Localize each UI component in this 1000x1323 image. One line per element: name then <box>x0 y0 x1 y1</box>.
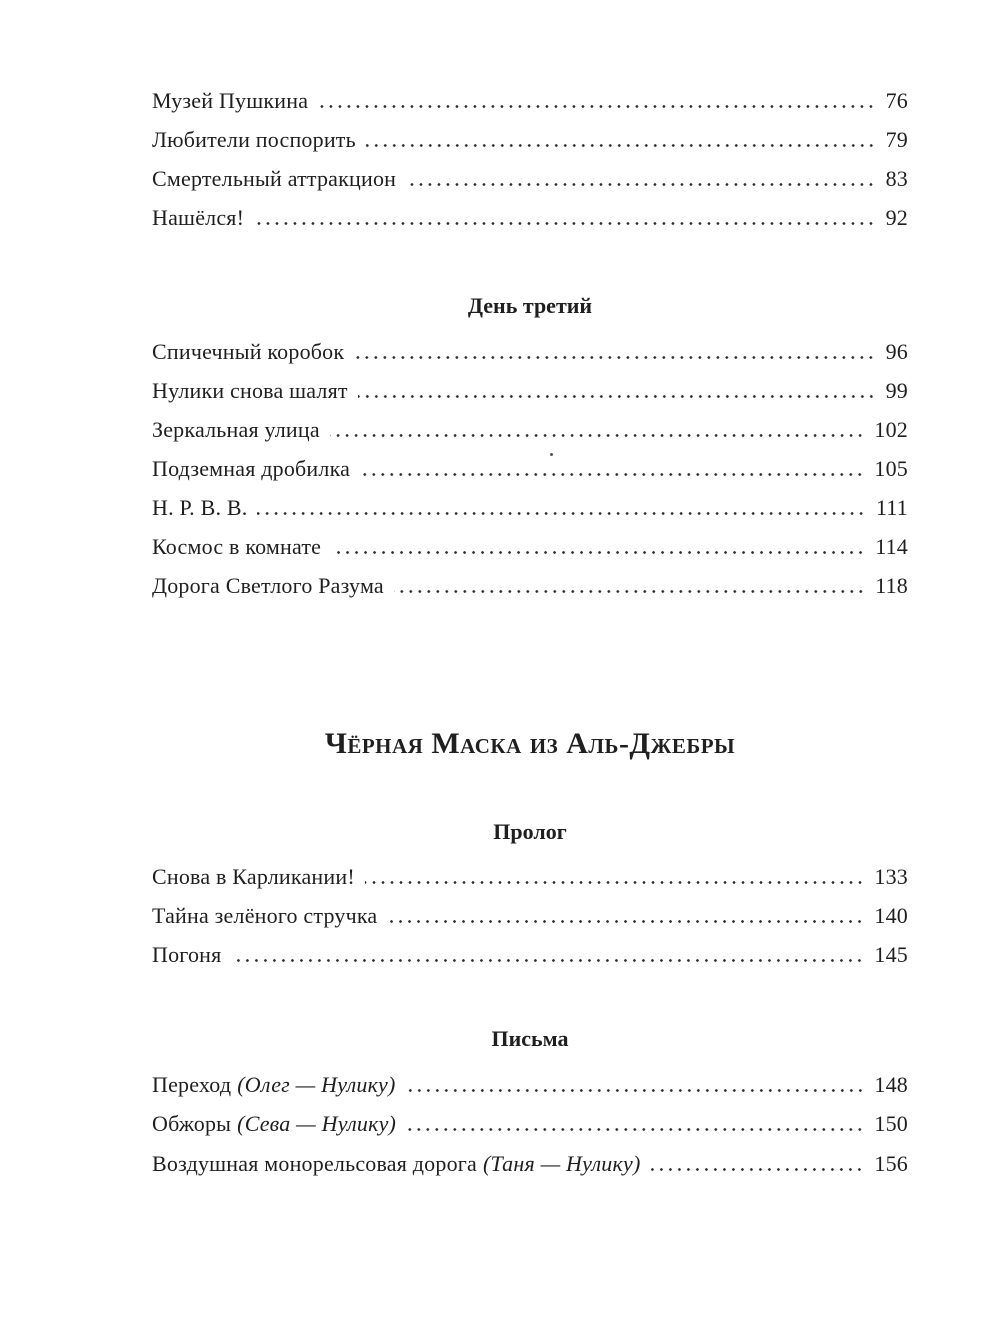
entry-title: Нашёлся! <box>152 205 245 230</box>
dot-leader <box>406 1128 864 1131</box>
dot-leader <box>360 473 864 476</box>
entry-page-number: 79 <box>885 127 908 152</box>
entry-page-number: 96 <box>885 339 908 364</box>
entry-page-number: 114 <box>875 534 908 559</box>
toc-entry <box>152 940 908 970</box>
entry-page-number: 92 <box>885 205 908 230</box>
entry-page-number: 118 <box>875 573 908 598</box>
entry-page-number: 99 <box>885 378 908 403</box>
entry-page-number: 105 <box>874 456 908 481</box>
section-heading: Пролог <box>493 819 567 844</box>
section-heading: Письма <box>491 1026 569 1051</box>
entry-page-number: 76 <box>885 88 908 113</box>
entry-title: Снова в Карликании! <box>152 864 355 889</box>
entry-page-number: 148 <box>874 1072 908 1097</box>
entry-title: Музей Пушкина <box>152 88 309 113</box>
entry-title: Космос в комнате <box>152 534 322 559</box>
entry-title: Обжоры <box>152 1111 232 1136</box>
entry-title: Воздушная монорельсовая дорога <box>152 1151 477 1176</box>
entry-page-number: 133 <box>874 864 908 889</box>
dot-leader <box>365 881 865 884</box>
dot-leader <box>394 590 865 593</box>
entry-title: Н. Р. В. В. <box>152 495 248 520</box>
section-heading: День третий <box>467 293 593 318</box>
entry-title: Смертельный аттракцион <box>152 166 397 191</box>
toc-entry <box>152 532 908 562</box>
toc-entry <box>152 1109 908 1139</box>
toc-entry <box>152 454 908 484</box>
entry-title: Подземная дробилка <box>152 456 351 481</box>
toc-entry <box>152 571 908 601</box>
entry-page-number: 145 <box>874 942 908 967</box>
print-speck <box>550 453 553 456</box>
entry-title: Любители поспорить <box>152 127 356 152</box>
entry-page-number: 83 <box>885 166 908 191</box>
dot-leader <box>358 395 876 398</box>
entry-page-number: 111 <box>876 495 908 520</box>
entry-page-number: 102 <box>874 417 908 442</box>
dot-leader <box>331 551 865 554</box>
book-title: Чёрная Маска из Аль-Джебры <box>324 727 736 760</box>
dot-leader <box>406 183 875 186</box>
entry-title: Переход <box>152 1072 232 1097</box>
toc-entry <box>152 493 908 523</box>
entry-page-number: 150 <box>874 1111 908 1136</box>
dot-leader <box>406 1089 865 1092</box>
entry-author-note: (Сева — Нулику) <box>237 1111 397 1136</box>
toc-entry <box>152 337 908 367</box>
toc-entry <box>152 1149 908 1179</box>
dot-leader <box>257 512 866 515</box>
toc-entry <box>152 1070 908 1100</box>
entry-author-note: (Олег — Нулику) <box>237 1072 396 1097</box>
dot-leader <box>387 920 864 923</box>
entry-page-number: 140 <box>874 903 908 928</box>
dot-leader <box>366 144 876 147</box>
dot-leader <box>254 222 875 225</box>
entry-page-number: 156 <box>874 1151 908 1176</box>
dot-leader <box>231 959 864 962</box>
toc-entry <box>152 415 908 445</box>
toc-entry <box>152 862 908 892</box>
dot-leader <box>650 1168 864 1171</box>
entry-title: Дорога Светлого Разума <box>152 573 384 598</box>
toc-entry <box>152 164 908 194</box>
entry-title: Нулики снова шалят <box>152 378 348 403</box>
toc-entry <box>152 125 908 155</box>
toc-entry <box>152 86 908 116</box>
entry-title: Зеркальная улица <box>152 417 320 442</box>
entry-title: Тайна зелёного стручка <box>152 903 378 928</box>
entry-title: Спичечный коробок <box>152 339 345 364</box>
toc-entry <box>152 901 908 931</box>
entry-author-note: (Таня — Нулику) <box>482 1151 641 1176</box>
dot-leader <box>330 434 865 437</box>
entry-title: Погоня <box>152 942 222 967</box>
toc-entry <box>152 376 908 406</box>
dot-leader <box>354 356 875 359</box>
dot-leader <box>318 105 875 108</box>
toc-entry <box>152 203 908 233</box>
